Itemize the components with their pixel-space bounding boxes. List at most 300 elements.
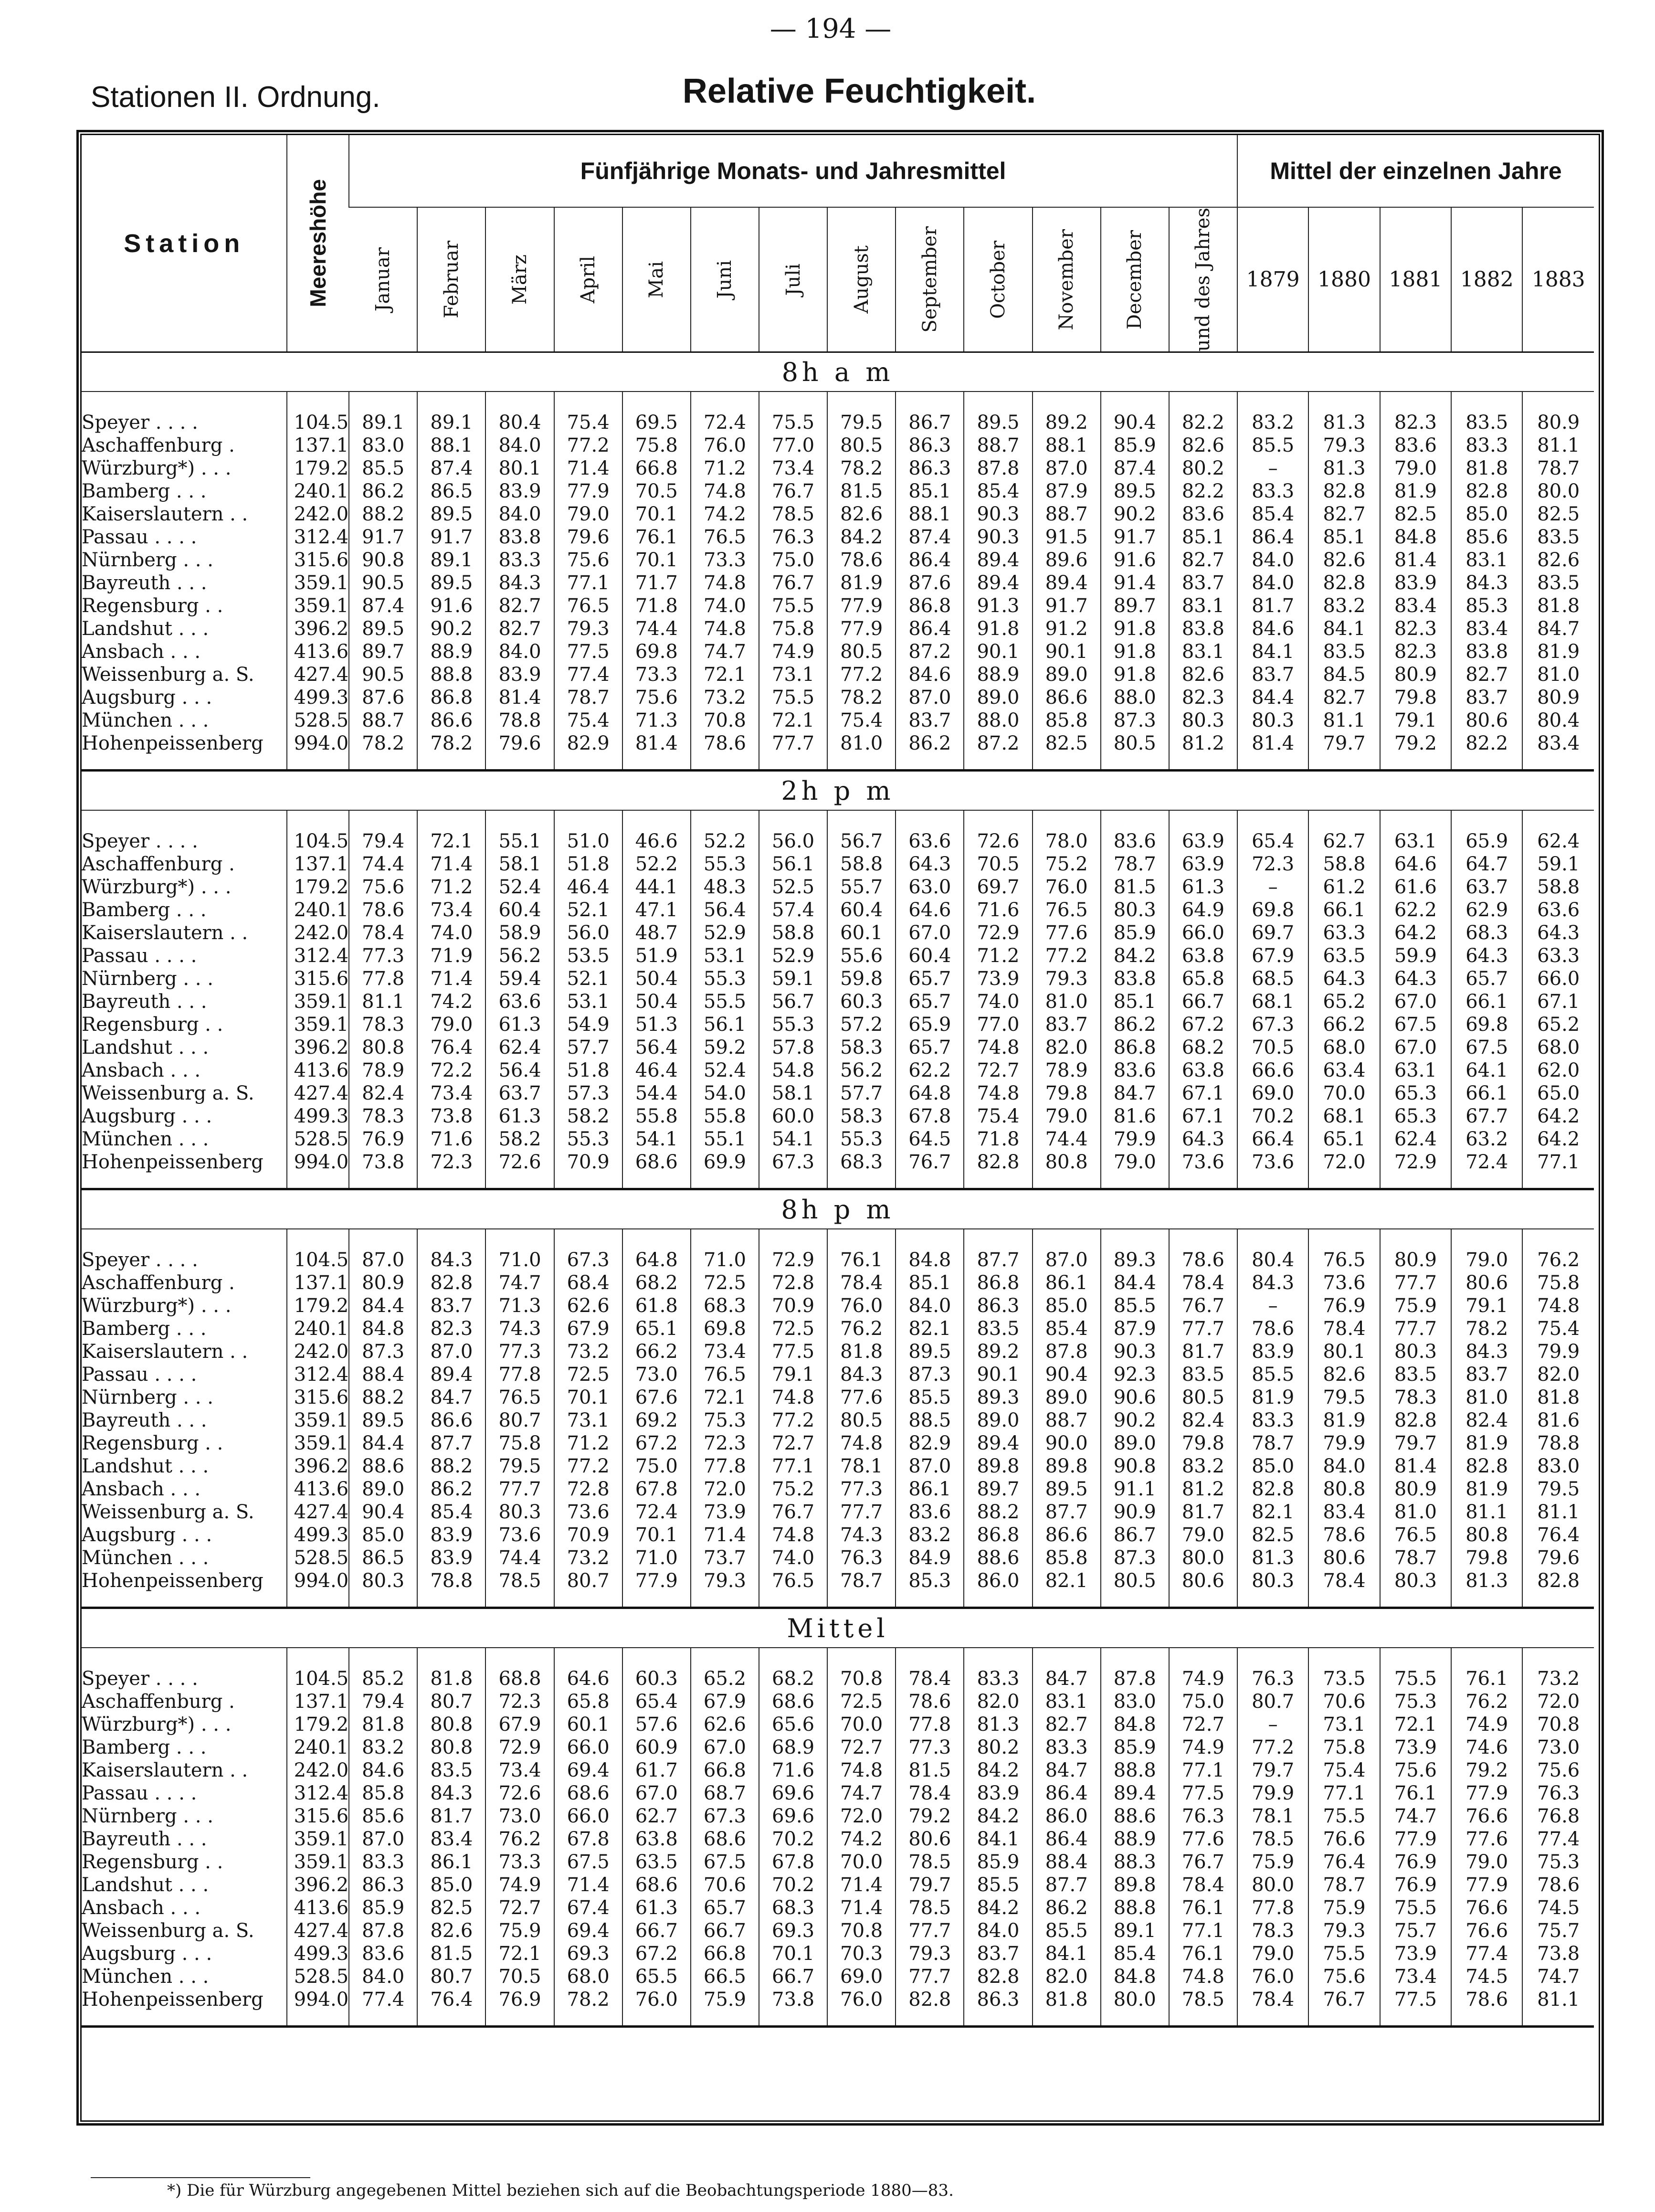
monthly-value: 76.7 xyxy=(896,1151,964,1174)
yearly-value: 80.8 xyxy=(1451,1524,1522,1546)
monthly-value: 71.2 xyxy=(554,1432,622,1455)
monthly-value: 78.6 xyxy=(1169,1249,1237,1271)
yearly-value: 68.1 xyxy=(1237,990,1308,1013)
elevation-value: 104.5 xyxy=(287,1249,349,1271)
table-row xyxy=(82,617,1594,640)
yearly-value: 85.6 xyxy=(1451,526,1522,549)
monthly-value: 70.8 xyxy=(827,1919,896,1942)
yearly-value: 79.1 xyxy=(1451,1294,1522,1317)
monthly-value: 55.3 xyxy=(554,1128,622,1151)
monthly-value: 77.8 xyxy=(691,1455,759,1478)
monthly-value: 69.8 xyxy=(691,1317,759,1340)
monthly-value: 67.9 xyxy=(691,1690,759,1713)
monthly-value: 88.5 xyxy=(896,1409,964,1432)
monthly-value: 79.3 xyxy=(554,617,622,640)
monthly-value: 79.8 xyxy=(1033,1082,1101,1105)
yearly-value: 63.7 xyxy=(1451,876,1522,899)
monthly-value: 79.3 xyxy=(691,1569,759,1592)
table-row xyxy=(82,411,1594,434)
yearly-value: 80.4 xyxy=(1237,1249,1308,1271)
station-name: Aschaffenburg . xyxy=(82,1691,235,1713)
monthly-value: 67.2 xyxy=(622,1432,691,1455)
monthly-value: 69.7 xyxy=(964,876,1032,899)
monthly-value: 71.6 xyxy=(759,1759,827,1782)
monthly-value: 85.1 xyxy=(896,480,964,503)
monthly-value: 80.2 xyxy=(1169,457,1237,480)
monthly-value: 63.7 xyxy=(485,1082,554,1105)
monthly-value: 74.7 xyxy=(691,640,759,663)
yearly-value: 72.9 xyxy=(1380,1151,1451,1174)
elevation-value: 396.2 xyxy=(287,1455,349,1478)
year-header: 1881 xyxy=(1380,207,1451,352)
monthly-value: 46.4 xyxy=(622,1059,691,1082)
yearly-value: 78.5 xyxy=(1237,1828,1308,1851)
monthly-value: 83.7 xyxy=(1033,1013,1101,1036)
yearly-value: 64.2 xyxy=(1380,921,1451,944)
table-row xyxy=(82,1013,1594,1036)
monthly-value: 77.5 xyxy=(554,640,622,663)
monthly-value: 84.3 xyxy=(485,572,554,594)
monthly-value: 63.9 xyxy=(1169,830,1237,853)
monthly-value: 77.8 xyxy=(349,967,417,990)
elevation-value: 528.5 xyxy=(287,1128,349,1151)
monthly-value: 89.5 xyxy=(349,617,417,640)
monthly-value: 80.3 xyxy=(1169,709,1237,732)
yearly-value: 74.5 xyxy=(1451,1965,1522,1988)
monthly-value: 73.4 xyxy=(485,1759,554,1782)
monthly-value: 72.3 xyxy=(691,1432,759,1455)
monthly-value: 85.0 xyxy=(349,1524,417,1546)
monthly-value: 81.8 xyxy=(417,1667,485,1690)
monthly-value: 60.4 xyxy=(485,899,554,921)
yearly-value: 84.3 xyxy=(1451,572,1522,594)
monthly-value: 86.1 xyxy=(1033,1271,1101,1294)
monthly-value: 85.5 xyxy=(964,1873,1032,1896)
yearly-value: 81.9 xyxy=(1451,1478,1522,1501)
table-row xyxy=(82,457,1594,480)
monthly-value: 76.0 xyxy=(827,1988,896,2011)
monthly-value: 75.4 xyxy=(964,1105,1032,1128)
monthly-value: 79.3 xyxy=(1033,967,1101,990)
monthly-value: 88.7 xyxy=(349,709,417,732)
monthly-value: 72.6 xyxy=(485,1782,554,1805)
monthly-value: 48.7 xyxy=(622,921,691,944)
monthly-value: 86.0 xyxy=(964,1569,1032,1592)
section-title-row xyxy=(82,1608,1594,1648)
yearly-value: 73.8 xyxy=(1522,1942,1594,1965)
monthly-value: 86.4 xyxy=(896,617,964,640)
yearly-value: 72.3 xyxy=(1237,853,1308,876)
monthly-value: 75.5 xyxy=(759,411,827,434)
yearly-value: 82.5 xyxy=(1237,1524,1308,1546)
monthly-value: 74.0 xyxy=(964,990,1032,1013)
monthly-value: 91.3 xyxy=(964,594,1032,617)
table-row xyxy=(82,1736,1594,1759)
yearly-value: 76.7 xyxy=(1308,1988,1380,2011)
monthly-value: 89.1 xyxy=(1101,1919,1169,1942)
monthly-value: 87.7 xyxy=(964,1249,1032,1271)
monthly-value: 70.1 xyxy=(554,1386,622,1409)
monthly-value: 78.3 xyxy=(349,1013,417,1036)
monthly-value: 54.0 xyxy=(691,1082,759,1105)
yearly-value: 76.2 xyxy=(1451,1690,1522,1713)
monthly-value: 84.7 xyxy=(417,1386,485,1409)
monthly-value: 62.6 xyxy=(691,1713,759,1736)
monthly-value: 86.3 xyxy=(349,1873,417,1896)
monthly-value: 87.4 xyxy=(417,457,485,480)
station-name: Bamberg . . . xyxy=(82,899,207,921)
monthly-value: 52.2 xyxy=(622,853,691,876)
monthly-value: 72.1 xyxy=(485,1942,554,1965)
month-header: und des Jahres xyxy=(1169,207,1237,352)
monthly-value: 84.3 xyxy=(417,1782,485,1805)
yearly-value: 83.6 xyxy=(1380,434,1451,457)
monthly-value: 70.1 xyxy=(622,1524,691,1546)
monthly-value: 75.6 xyxy=(349,876,417,899)
monthly-value: 80.4 xyxy=(485,411,554,434)
monthly-value: 71.0 xyxy=(485,1249,554,1271)
monthly-value: 61.3 xyxy=(485,1105,554,1128)
monthly-value: 85.0 xyxy=(1033,1294,1101,1317)
monthly-value: 83.2 xyxy=(1169,1455,1237,1478)
monthly-value: 77.1 xyxy=(1169,1759,1237,1782)
monthly-value: 65.6 xyxy=(759,1713,827,1736)
monthly-value: 71.3 xyxy=(622,709,691,732)
elevation-value: 994.0 xyxy=(287,1988,349,2011)
yearly-value: 77.1 xyxy=(1522,1151,1594,1174)
table-row xyxy=(82,572,1594,594)
yearly-value: 82.3 xyxy=(1380,640,1451,663)
elevation-value: 396.2 xyxy=(287,1873,349,1896)
monthly-value: 66.2 xyxy=(622,1340,691,1363)
yearly-value: 82.3 xyxy=(1380,411,1451,434)
monthly-value: 73.0 xyxy=(485,1805,554,1828)
monthly-value: 75.2 xyxy=(759,1478,827,1501)
monthly-value: 84.2 xyxy=(1101,944,1169,967)
yearly-value: 80.6 xyxy=(1451,1271,1522,1294)
monthly-value: 67.0 xyxy=(622,1782,691,1805)
monthly-value: 88.1 xyxy=(417,434,485,457)
monthly-value: 76.5 xyxy=(1033,899,1101,921)
monthly-value: 80.3 xyxy=(485,1501,554,1524)
monthly-value: 63.8 xyxy=(622,1828,691,1851)
monthly-value: 74.9 xyxy=(1169,1667,1237,1690)
yearly-value: 79.9 xyxy=(1237,1782,1308,1805)
yearly-value: 64.3 xyxy=(1522,921,1594,944)
monthly-value: 83.9 xyxy=(417,1524,485,1546)
year-header: 1882 xyxy=(1451,207,1522,352)
monthly-value: 73.8 xyxy=(417,1105,485,1128)
monthly-value: 77.4 xyxy=(349,1988,417,2011)
monthly-value: 71.2 xyxy=(691,457,759,480)
monthly-value: 88.6 xyxy=(964,1546,1032,1569)
yearly-value: 79.7 xyxy=(1308,732,1380,755)
table-row xyxy=(82,1340,1594,1363)
monthly-value: 79.4 xyxy=(349,1690,417,1713)
monthly-value: 86.3 xyxy=(896,457,964,480)
yearly-value: 78.4 xyxy=(1237,1988,1308,2011)
monthly-value: 69.9 xyxy=(691,1151,759,1174)
monthly-value: 74.0 xyxy=(691,594,759,617)
elevation-value: 312.4 xyxy=(287,1782,349,1805)
monthly-value: 72.5 xyxy=(827,1690,896,1713)
monthly-value: 69.3 xyxy=(759,1919,827,1942)
monthly-value: 77.2 xyxy=(554,1455,622,1478)
monthly-value: 71.6 xyxy=(964,899,1032,921)
monthly-value: 87.0 xyxy=(896,686,964,709)
monthly-value: 89.8 xyxy=(1033,1455,1101,1478)
yearly-value: 83.5 xyxy=(1522,526,1594,549)
monthly-value: 88.6 xyxy=(349,1455,417,1478)
yearly-value: 62.4 xyxy=(1380,1128,1451,1151)
monthly-value: 83.1 xyxy=(1169,640,1237,663)
station-name: Bayreuth . . . xyxy=(82,1409,207,1432)
monthly-value: 77.0 xyxy=(964,1013,1032,1036)
monthly-value: 84.1 xyxy=(1033,1942,1101,1965)
station-name: Würzburg*) . . . xyxy=(82,876,232,899)
month-header: September xyxy=(896,207,964,352)
monthly-value: 83.0 xyxy=(349,434,417,457)
section-title: 8h p m xyxy=(781,1194,895,1225)
monthly-value: 88.2 xyxy=(964,1501,1032,1524)
elevation-value: 994.0 xyxy=(287,732,349,755)
elevation-value: 179.2 xyxy=(287,1713,349,1736)
station-name: Weissenburg a. S. xyxy=(82,1501,254,1524)
monthly-value: 88.2 xyxy=(349,1386,417,1409)
monthly-value: 85.5 xyxy=(1033,1919,1101,1942)
monthly-value: 68.3 xyxy=(759,1896,827,1919)
monthly-value: 83.9 xyxy=(485,663,554,686)
monthly-value: 69.5 xyxy=(622,411,691,434)
monthly-value: 58.2 xyxy=(485,1128,554,1151)
monthly-value: 81.8 xyxy=(1033,1988,1101,2011)
station-name: Kaiserslautern . . xyxy=(82,1341,248,1363)
monthly-value: 84.0 xyxy=(485,503,554,526)
station-name: Bayreuth . . . xyxy=(82,1828,207,1851)
monthly-value: 69.2 xyxy=(622,1409,691,1432)
yearly-value: 65.3 xyxy=(1380,1082,1451,1105)
monthly-value: 70.2 xyxy=(759,1873,827,1896)
monthly-value: 77.9 xyxy=(554,480,622,503)
monthly-value: 52.9 xyxy=(759,944,827,967)
monthly-value: 64.8 xyxy=(622,1249,691,1271)
monthly-value: 91.2 xyxy=(1033,617,1101,640)
monthly-value: 79.0 xyxy=(554,503,622,526)
yearly-value: 69.7 xyxy=(1237,921,1308,944)
yearly-value: 64.3 xyxy=(1308,967,1380,990)
monthly-value: 85.4 xyxy=(964,480,1032,503)
monthly-value: 56.0 xyxy=(759,830,827,853)
elevation-value: 312.4 xyxy=(287,526,349,549)
monthly-value: 91.5 xyxy=(1033,526,1101,549)
monthly-value: 73.6 xyxy=(1169,1151,1237,1174)
yearly-value: 67.0 xyxy=(1380,1036,1451,1059)
monthly-value: 80.0 xyxy=(1101,1988,1169,2011)
monthly-value: 90.0 xyxy=(1033,1432,1101,1455)
yearly-value: 84.0 xyxy=(1237,572,1308,594)
table-row xyxy=(82,1919,1594,1942)
monthly-value: 58.1 xyxy=(485,853,554,876)
monthly-value: 89.4 xyxy=(417,1363,485,1386)
yearly-value: 70.6 xyxy=(1308,1690,1380,1713)
monthly-value: 83.8 xyxy=(1101,967,1169,990)
monthly-value: 46.6 xyxy=(622,830,691,853)
yearly-value: 83.2 xyxy=(1308,594,1380,617)
monthly-value: 79.0 xyxy=(417,1013,485,1036)
yearly-value: 75.7 xyxy=(1380,1919,1451,1942)
monthly-value: 66.0 xyxy=(554,1736,622,1759)
monthly-value: 73.3 xyxy=(622,663,691,686)
yearly-value: 79.0 xyxy=(1451,1249,1522,1271)
yearly-value: 79.3 xyxy=(1308,1919,1380,1942)
monthly-value: 83.1 xyxy=(1169,594,1237,617)
yearly-value: 67.3 xyxy=(1237,1013,1308,1036)
monthly-value: 72.8 xyxy=(759,1271,827,1294)
monthly-value: 72.1 xyxy=(691,1386,759,1409)
monthly-value: 55.5 xyxy=(691,990,759,1013)
monthly-value: 83.7 xyxy=(1169,572,1237,594)
monthly-value: 66.7 xyxy=(691,1919,759,1942)
yearly-value: 67.5 xyxy=(1451,1036,1522,1059)
monthly-value: 82.1 xyxy=(896,1317,964,1340)
table-row xyxy=(82,1546,1594,1569)
section-title-row xyxy=(82,771,1594,811)
table-row xyxy=(82,549,1594,572)
monthly-value: 54.4 xyxy=(622,1082,691,1105)
monthly-value: 78.9 xyxy=(349,1059,417,1082)
monthly-value: 79.5 xyxy=(485,1455,554,1478)
table-row xyxy=(82,434,1594,457)
station-name: Landshut . . . xyxy=(82,1455,209,1478)
section-title-row xyxy=(82,1189,1594,1229)
monthly-value: 85.1 xyxy=(1169,526,1237,549)
monthly-value: 52.1 xyxy=(554,899,622,921)
yearly-value: 66.4 xyxy=(1237,1128,1308,1151)
monthly-value: 84.2 xyxy=(964,1759,1032,1782)
yearly-value: 83.7 xyxy=(1451,1363,1522,1386)
station-name: Regensburg . . xyxy=(82,1432,223,1455)
monthly-value: 78.0 xyxy=(1033,830,1101,853)
elevation-value: 427.4 xyxy=(287,1919,349,1942)
monthly-value: 91.7 xyxy=(349,526,417,549)
monthly-value: 85.0 xyxy=(417,1873,485,1896)
monthly-value: 87.8 xyxy=(1101,1667,1169,1690)
table-row xyxy=(82,503,1594,526)
monthly-value: 60.4 xyxy=(896,944,964,967)
monthly-value: 79.0 xyxy=(1101,1151,1169,1174)
yearly-value: 72.0 xyxy=(1308,1151,1380,1174)
monthly-value: 83.2 xyxy=(896,1524,964,1546)
monthly-value: 76.2 xyxy=(485,1828,554,1851)
elevation-value: 413.6 xyxy=(287,1478,349,1501)
monthly-value: 74.8 xyxy=(827,1432,896,1455)
monthly-value: 86.6 xyxy=(1033,686,1101,709)
monthly-value: 76.7 xyxy=(759,480,827,503)
monthly-value: 71.2 xyxy=(417,876,485,899)
monthly-value: 74.2 xyxy=(691,503,759,526)
month-header: August xyxy=(827,207,896,352)
monthly-value: 56.2 xyxy=(485,944,554,967)
yearly-value: 75.4 xyxy=(1522,1317,1594,1340)
monthly-value: 65.8 xyxy=(554,1690,622,1713)
station-name: Augsburg . . . xyxy=(82,687,212,709)
monthly-value: 80.8 xyxy=(417,1736,485,1759)
monthly-value: 76.1 xyxy=(622,526,691,549)
yearly-value: 83.8 xyxy=(1451,640,1522,663)
yearly-value: 84.3 xyxy=(1237,1271,1308,1294)
monthly-value: 90.2 xyxy=(417,617,485,640)
table-row xyxy=(82,1317,1594,1340)
yearly-value: 80.6 xyxy=(1308,1546,1380,1569)
station-name: Weissenburg a. S. xyxy=(82,664,254,686)
monthly-value: 84.2 xyxy=(827,526,896,549)
monthly-value: 76.0 xyxy=(1033,876,1101,899)
yearly-value: 73.4 xyxy=(1380,1965,1451,1988)
monthly-value: 69.4 xyxy=(554,1759,622,1782)
monthly-value: 82.8 xyxy=(896,1988,964,2011)
monthly-value: 50.4 xyxy=(622,967,691,990)
yearly-value: 82.8 xyxy=(1451,480,1522,503)
yearly-value: 78.3 xyxy=(1237,1919,1308,1942)
yearly-value: 82.8 xyxy=(1237,1478,1308,1501)
yearly-value: 78.4 xyxy=(1308,1569,1380,1592)
monthly-value: 75.8 xyxy=(485,1432,554,1455)
yearly-value: 74.8 xyxy=(1522,1294,1594,1317)
elevation-value: 240.1 xyxy=(287,480,349,503)
yearly-value: 80.4 xyxy=(1522,709,1594,732)
elevation-value: 427.4 xyxy=(287,663,349,686)
monthly-value: 77.8 xyxy=(896,1713,964,1736)
monthly-value: 82.8 xyxy=(964,1151,1032,1174)
monthly-value: 90.4 xyxy=(1101,411,1169,434)
station-name: Ansbach . . . xyxy=(82,1059,201,1082)
monthly-value: 74.8 xyxy=(691,572,759,594)
yearly-value: 84.4 xyxy=(1237,686,1308,709)
monthly-value: 89.1 xyxy=(349,411,417,434)
monthly-value: 67.8 xyxy=(896,1105,964,1128)
yearly-value: 78.7 xyxy=(1237,1432,1308,1455)
monthly-value: 71.4 xyxy=(827,1896,896,1919)
table-row xyxy=(82,480,1594,503)
monthly-value: 87.0 xyxy=(1033,1249,1101,1271)
monthly-value: 57.7 xyxy=(554,1036,622,1059)
yearly-value: 81.4 xyxy=(1380,1455,1451,1478)
monthly-value: 71.6 xyxy=(417,1128,485,1151)
yearly-value: – xyxy=(1237,1294,1308,1317)
monthly-value: 70.3 xyxy=(827,1942,896,1965)
monthly-value: 80.8 xyxy=(349,1036,417,1059)
monthly-value: 47.1 xyxy=(622,899,691,921)
yearly-value: 84.6 xyxy=(1237,617,1308,640)
monthly-value: 71.0 xyxy=(691,1249,759,1271)
yearly-value: 80.3 xyxy=(1237,1569,1308,1592)
monthly-value: 72.0 xyxy=(691,1478,759,1501)
monthly-value: 84.3 xyxy=(827,1363,896,1386)
monthly-value: 72.1 xyxy=(691,663,759,686)
yearly-value: 58.8 xyxy=(1308,853,1380,876)
monthly-value: 75.4 xyxy=(554,709,622,732)
yearly-value: 70.8 xyxy=(1522,1713,1594,1736)
monthly-value: 84.0 xyxy=(896,1294,964,1317)
monthly-value: 72.7 xyxy=(964,1059,1032,1082)
yearly-value: 62.7 xyxy=(1308,830,1380,853)
monthly-value: 86.1 xyxy=(417,1851,485,1873)
monthly-value: 76.1 xyxy=(827,1249,896,1271)
monthly-value: 56.4 xyxy=(691,899,759,921)
monthly-value: 87.2 xyxy=(896,640,964,663)
monthly-value: 87.4 xyxy=(896,526,964,549)
monthly-value: 88.2 xyxy=(417,1455,485,1478)
